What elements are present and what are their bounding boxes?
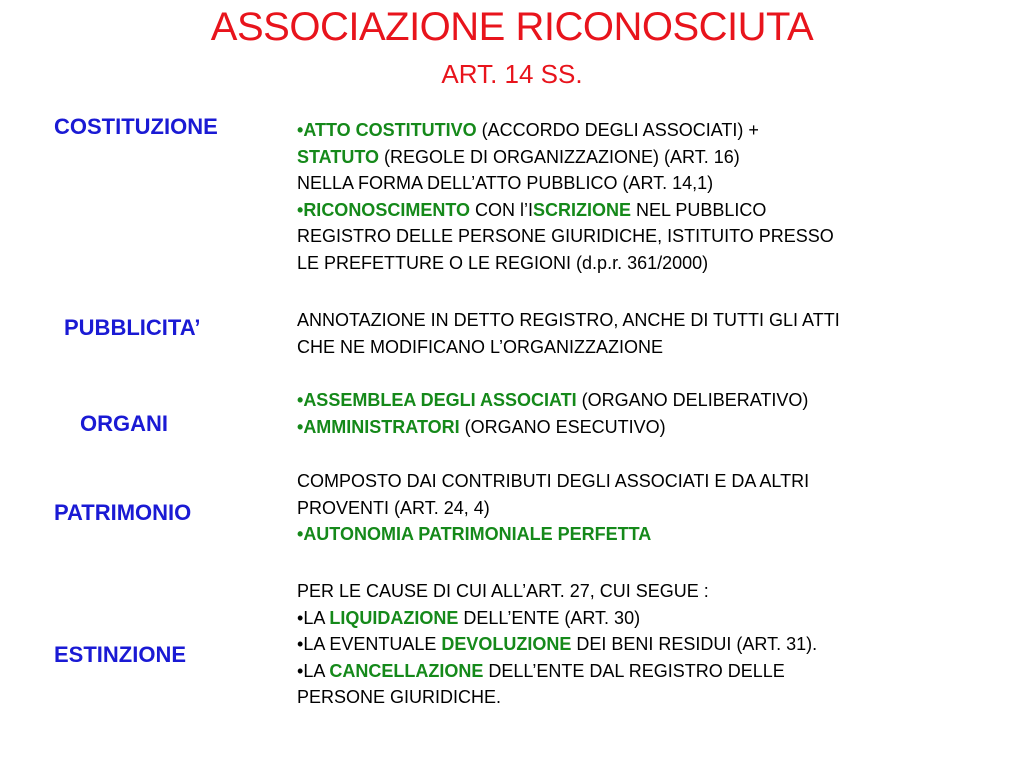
- text-segment: LA: [303, 660, 330, 681]
- label-organi: ORGANI: [80, 411, 168, 436]
- slide-subtitle: ART. 14 SS.: [441, 59, 583, 89]
- highlight-statuto: STATUTO: [297, 146, 379, 167]
- text-segment: DELL’ENTE (ART. 30): [458, 607, 641, 628]
- patrimonio-line-1: COMPOSTO DAI CONTRIBUTI DEGLI ASSOCIATI E DA ALTRI: [297, 471, 810, 491]
- highlight-devoluzione: DEVOLUZIONE: [441, 634, 572, 654]
- organi-text: [297, 387, 1017, 440]
- organi-line-2: [297, 414, 1017, 441]
- costituzione-line-2: [297, 144, 1017, 171]
- text-segment: NEL PUBBLICO: [631, 199, 767, 220]
- pubblicita-text: [297, 307, 1017, 360]
- bullet: •: [297, 660, 304, 681]
- label-estinzione: ESTINZIONE: [54, 642, 187, 667]
- costituzione-line-4: [297, 197, 1017, 224]
- estinzione-line-1: PER LE CAUSE DI CUI ALL’ART. 27, CUI SEGUE :: [297, 581, 709, 601]
- highlight-assemblea: ASSEMBLEA DEGLI ASSOCIATI: [303, 390, 577, 410]
- text-segment: (REGOLE DI ORGANIZZAZIONE) (ART. 16): [379, 146, 740, 167]
- label-pubblicita: PUBBLICITA’: [64, 315, 201, 340]
- bullet: •: [297, 416, 304, 437]
- text-segment: CON l’I: [470, 199, 533, 220]
- estinzione-line-4: [297, 658, 1017, 685]
- bullet: •: [297, 524, 304, 544]
- text-segment: DELL’ENTE DAL REGISTRO DELLE: [483, 660, 785, 681]
- organi-line-1: [297, 387, 1017, 414]
- costituzione-line-5: REGISTRO DELLE PERSONE GIURIDICHE, ISTITUITO PRESSO: [297, 226, 834, 246]
- estinzione-line-3: [297, 631, 1017, 658]
- text-segment: (ORGANO DELIBERATIVO): [576, 390, 809, 410]
- pubblicita-line-1: ANNOTAZIONE IN DETTO REGISTRO, ANCHE DI TUTTI GLI ATTI: [297, 310, 840, 330]
- bullet: •: [297, 120, 304, 140]
- costituzione-line-1: [297, 117, 1017, 144]
- highlight-atto-costitutivo: ATTO COSTITUTIVO: [303, 120, 477, 140]
- patrimonio-text: [297, 468, 1017, 548]
- patrimonio-line-2: PROVENTI (ART. 24, 4): [297, 497, 490, 518]
- text-segment: LA: [303, 607, 330, 628]
- patrimonio-line-3: [297, 521, 1017, 548]
- bullet: •: [297, 607, 304, 628]
- bullet: •: [297, 634, 304, 654]
- highlight-cancellazione: CANCELLAZIONE: [329, 660, 484, 681]
- text-segment: (ACCORDO DEGLI ASSOCIATI) +: [476, 120, 759, 140]
- estinzione-line-5: PERSONE GIURIDICHE.: [297, 687, 502, 707]
- costituzione-line-6: LE PREFETTURE O LE REGIONI (d.p.r. 361/2000): [297, 252, 709, 273]
- label-costituzione: COSTITUZIONE: [54, 114, 218, 139]
- text-segment: LA EVENTUALE: [303, 634, 442, 654]
- bullet: •: [297, 199, 304, 220]
- costituzione-text: [297, 117, 1017, 276]
- pubblicita-line-2: CHE NE MODIFICANO L’ORGANIZZAZIONE: [297, 336, 664, 357]
- bullet: •: [297, 390, 304, 410]
- highlight-liquidazione: LIQUIDAZIONE: [329, 607, 459, 628]
- highlight-riconoscimento: RICONOSCIMENTO: [303, 199, 470, 220]
- costituzione-line-3: NELLA FORMA DELL’ATTO PUBBLICO (ART. 14,1): [297, 173, 714, 193]
- estinzione-text: [297, 578, 1017, 711]
- highlight-autonomia: AUTONOMIA PATRIMONIALE PERFETTA: [303, 524, 652, 544]
- highlight-scrizione: SCRIZIONE: [533, 199, 632, 220]
- highlight-amministratori: AMMINISTRATORI: [303, 416, 460, 437]
- label-patrimonio: PATRIMONIO: [54, 500, 192, 525]
- slide-title: ASSOCIAZIONE RICONOSCIUTA: [210, 5, 814, 49]
- text-segment: DEI BENI RESIDUI (ART. 31).: [571, 634, 818, 654]
- estinzione-line-2: [297, 605, 1017, 632]
- text-segment: (ORGANO ESECUTIVO): [459, 416, 666, 437]
